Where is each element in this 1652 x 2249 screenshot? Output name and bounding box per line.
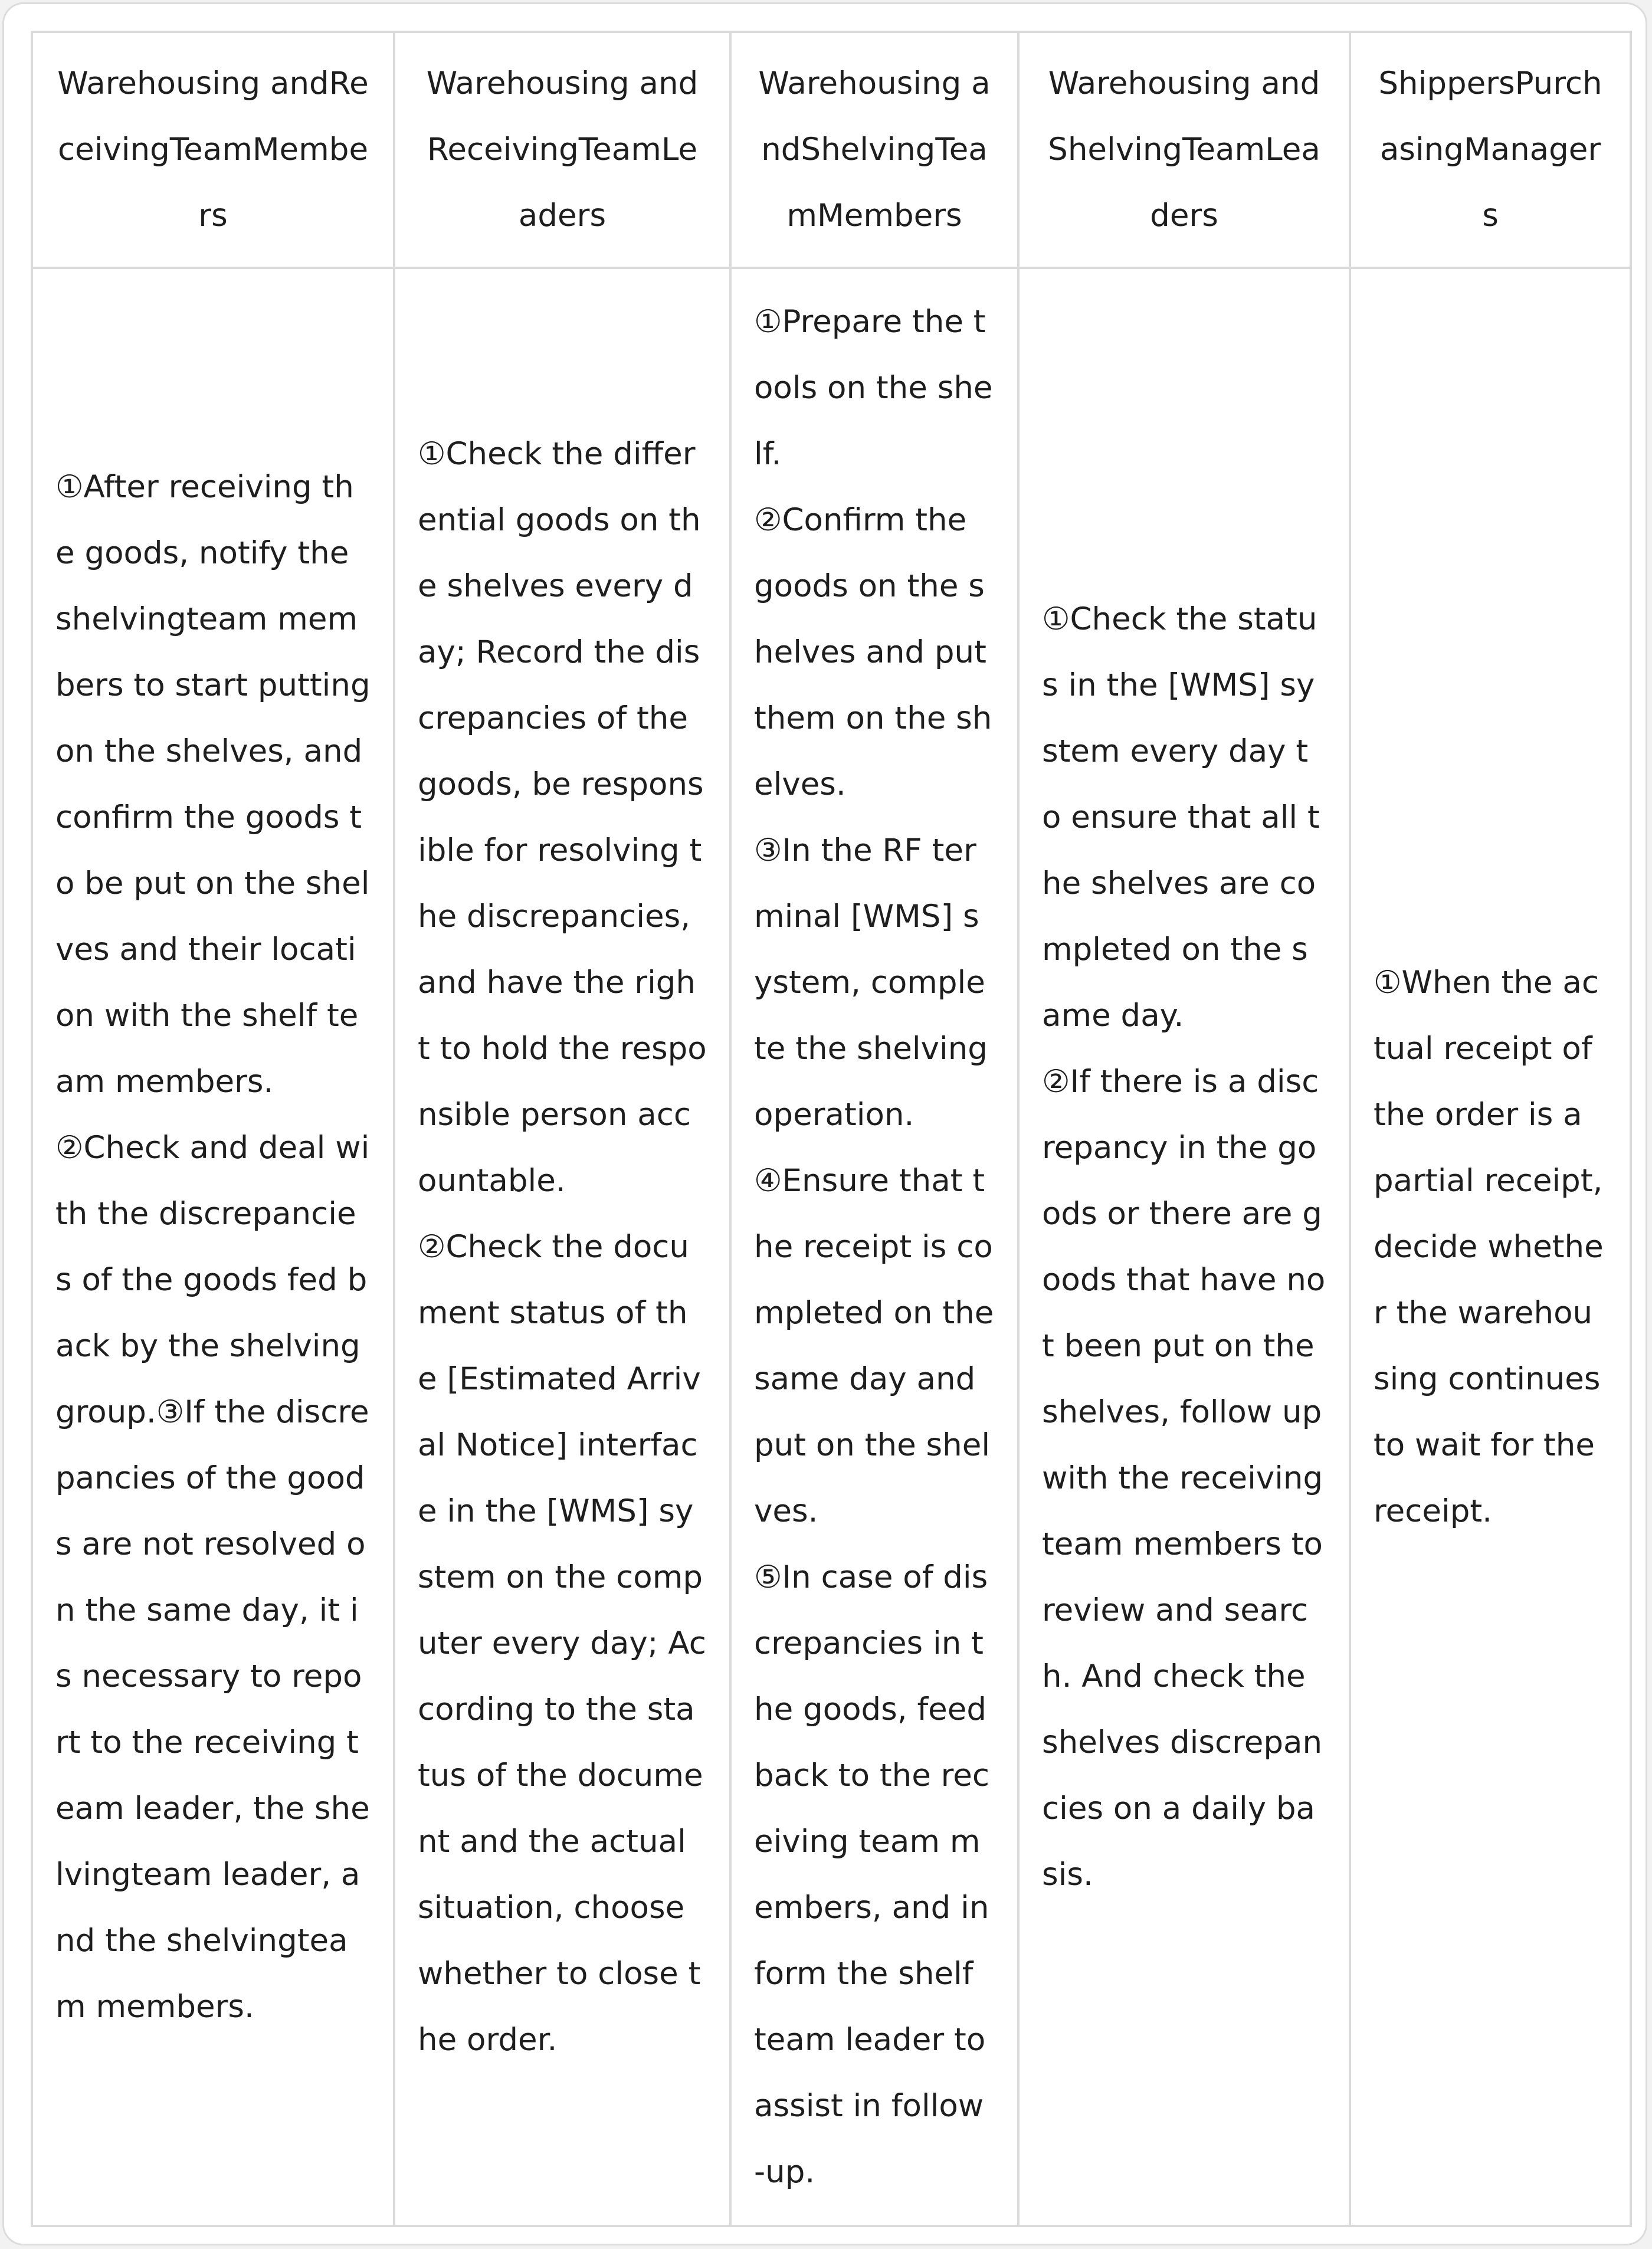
duty-item: ①Prepare the tools on the shelf. [754,303,993,472]
cell-shelving-team-leaders [1018,268,1350,2226]
column-header-receiving-team-leaders: Warehousing andReceivingTeamLeaders [394,32,730,268]
duty-item: ②If there is a discrepancy in the goods or there are goods that have not been put on the shelves, follow up with the receiving team members to review and search. And check the shelves discrepancies on a daily basis. [1042,1063,1326,1893]
column-header-shelving-team-members: Warehousing andShelvingTeamMembers [730,32,1018,268]
duty-item: ②Confirm the goods on the shelves and put them on the shelves. [754,501,992,802]
cell-shippers-purchasing-managers [1350,268,1631,2226]
duty-item: ①After receiving the goods, notify the shelvingteam members to start putting on the shelves, and confirm the goods to be put on the shelves and their location with the shelf team members. [55,468,371,1100]
cell-shelving-team-members [730,268,1018,2226]
table-row [32,268,1631,2226]
duty-item: ⑤In case of discrepancies in the goods, feed back to the receiving team members, and inform the shelf team leader to assist in follow-up. [754,1559,990,2190]
column-header-shelving-team-leaders: Warehousing and ShelvingTeamLeaders [1018,32,1350,268]
duty-item: ②Check and deal with the discrepancies of the goods fed back by the shelving group.③If the discrepancies of the goods are not resolved on the same day, it is necessary to report to the receiving team leader, the shelvingteam leader, and the shelvingteam members. [55,1129,370,2025]
column-header-receiving-team-members: Warehousing andReceivingTeamMembers [32,32,394,268]
responsibility-table [31,31,1632,2227]
duty-item: ③In the RF terminal [WMS] system, complete the shelvingoperation. [754,832,988,1133]
duty-item: ①Check the status in the [WMS] system every day to ensure that all the shelves are completed on the same day. [1042,601,1320,1034]
table-card [2,2,1647,2245]
duty-item: ①When the actual receipt of the order is a partial receipt, decide whether the warehousing continues to wait for the receipt. [1374,964,1604,1529]
duty-item: ②Check the document status of the [Estimated Arrival Notice] interface in the [WMS] system on the computer every day; According to the status of the document and the actual situation, choose whether to close the order. [418,1228,706,2058]
cell-receiving-team-leaders [394,268,730,2226]
duty-item: ①Check the differential goods on the shelves every day; Record the discrepancies of the goods, be responsible for resolving the discrepancies, and have the right to hold the responsible person accountable. [418,435,707,1199]
header-row [32,32,1631,268]
column-header-shippers-purchasing-managers: ShippersPurchasingManagers [1350,32,1631,268]
duty-item: ④Ensure that the receipt is completed on the same day and put on the shelves. [754,1162,994,1529]
cell-receiving-team-members [32,268,394,2226]
